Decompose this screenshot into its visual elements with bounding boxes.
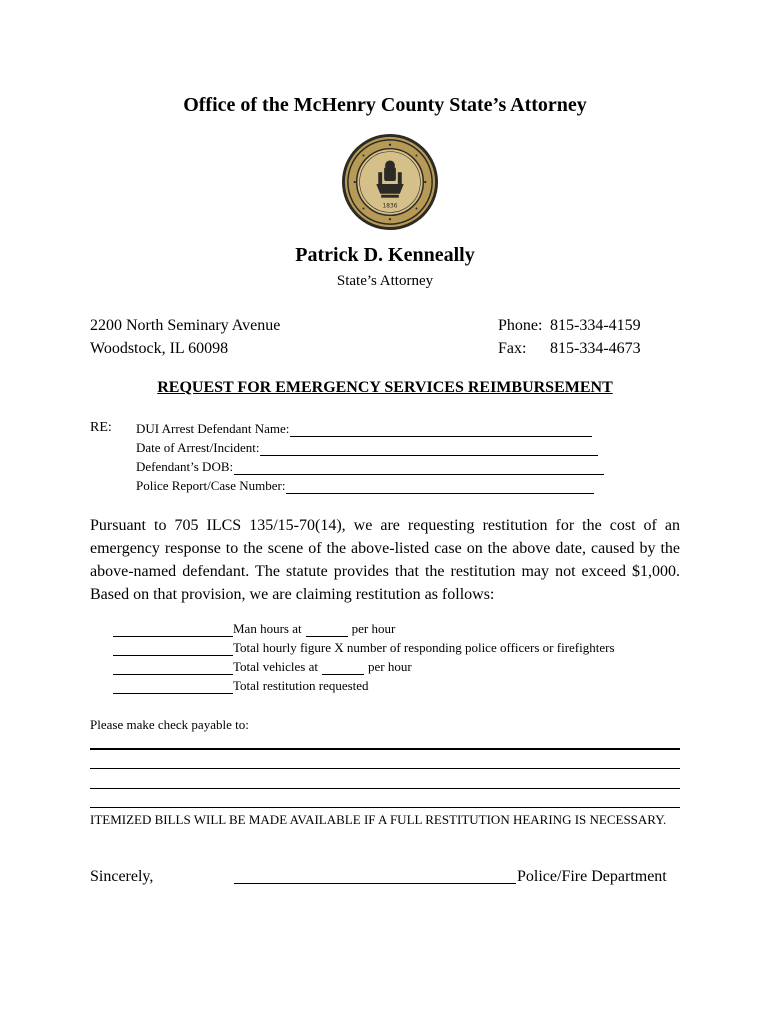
payee-line-1[interactable] (90, 748, 680, 750)
total-restitution-field[interactable] (113, 680, 233, 694)
address-line-1: 2200 North Seminary Avenue (90, 317, 281, 334)
defendant-name-label: DUI Arrest Defendant Name: (136, 421, 290, 436)
department-label: Police/Fire Department (517, 868, 667, 885)
office-address (90, 314, 280, 360)
seal-year: 1836 (382, 203, 398, 210)
total-restitution-label: Total restitution requested (233, 678, 369, 693)
office-contact (498, 314, 641, 360)
man-hours-item (113, 619, 395, 637)
vehicles-amount-field[interactable] (113, 661, 233, 675)
vehicles-prefix: Total vehicles at (233, 659, 319, 674)
defendant-dob-field[interactable] (234, 461, 604, 475)
attorney-name: Patrick D. Kenneally (295, 244, 475, 266)
closing-sincerely: Sincerely, (90, 868, 154, 885)
payee-line-4[interactable] (90, 807, 680, 808)
man-hours-amount-field[interactable] (113, 623, 233, 637)
case-number-label: Police Report/Case Number: (136, 478, 286, 493)
payable-label: Please make check payable to: (90, 717, 249, 732)
total-restitution-item (113, 676, 369, 694)
arrest-date-label: Date of Arrest/Incident: (136, 440, 260, 455)
payee-line-2[interactable] (90, 768, 680, 769)
form-heading: REQUEST FOR EMERGENCY SERVICES REIMBURSEMENT (157, 379, 613, 396)
fax-number: 815-334-4673 (550, 340, 641, 357)
fax-line (498, 337, 641, 360)
phone-number: 815-334-4159 (550, 317, 641, 334)
re-label: RE: (90, 420, 112, 435)
hourly-figure-field[interactable] (113, 642, 233, 656)
defendant-dob-label: Defendant’s DOB: (136, 459, 234, 474)
address-line-2: Woodstock, IL 60098 (90, 340, 229, 357)
department-signature-line[interactable] (234, 883, 516, 884)
county-seal-icon (341, 133, 439, 231)
phone-label: Phone: (498, 317, 543, 334)
arrest-date-field[interactable] (260, 442, 598, 456)
man-hours-rate-field[interactable] (306, 623, 348, 637)
attorney-role: State’s Attorney (336, 273, 434, 289)
itemized-bills-note: ITEMIZED BILLS WILL BE MADE AVAILABLE IF A FULL RESTITUTION HEARING IS NECESSARY. (90, 812, 667, 827)
arrest-date-row (136, 438, 598, 456)
vehicles-suffix: per hour (368, 659, 412, 674)
man-hours-prefix: Man hours at (233, 621, 302, 636)
vehicles-item (113, 657, 412, 675)
case-number-field[interactable] (286, 480, 594, 494)
hourly-figure-item (113, 638, 615, 656)
vehicles-rate-field[interactable] (322, 661, 364, 675)
restitution-paragraph: Pursuant to 705 ILCS 135/15-70(14), we are requesting restitution for the cost of an emergency response to the scene of the above-listed case on the above date, caused by the above-named defendant. The statute provides that the restitution may not exceed $1,000. Based on that provision, we are claiming restitution as follows: (90, 517, 680, 603)
office-title: Office of the McHenry County State’s Attorney (183, 94, 587, 116)
case-number-row (136, 476, 594, 494)
defendant-name-field[interactable] (290, 423, 592, 437)
phone-line (498, 314, 641, 337)
payee-line-3[interactable] (90, 788, 680, 789)
defendant-name-row (136, 419, 592, 437)
defendant-dob-row (136, 457, 604, 475)
man-hours-suffix: per hour (351, 621, 396, 636)
fax-label: Fax: (498, 340, 527, 357)
hourly-figure-label: Total hourly figure X number of responding police officers or firefighters (233, 640, 615, 655)
